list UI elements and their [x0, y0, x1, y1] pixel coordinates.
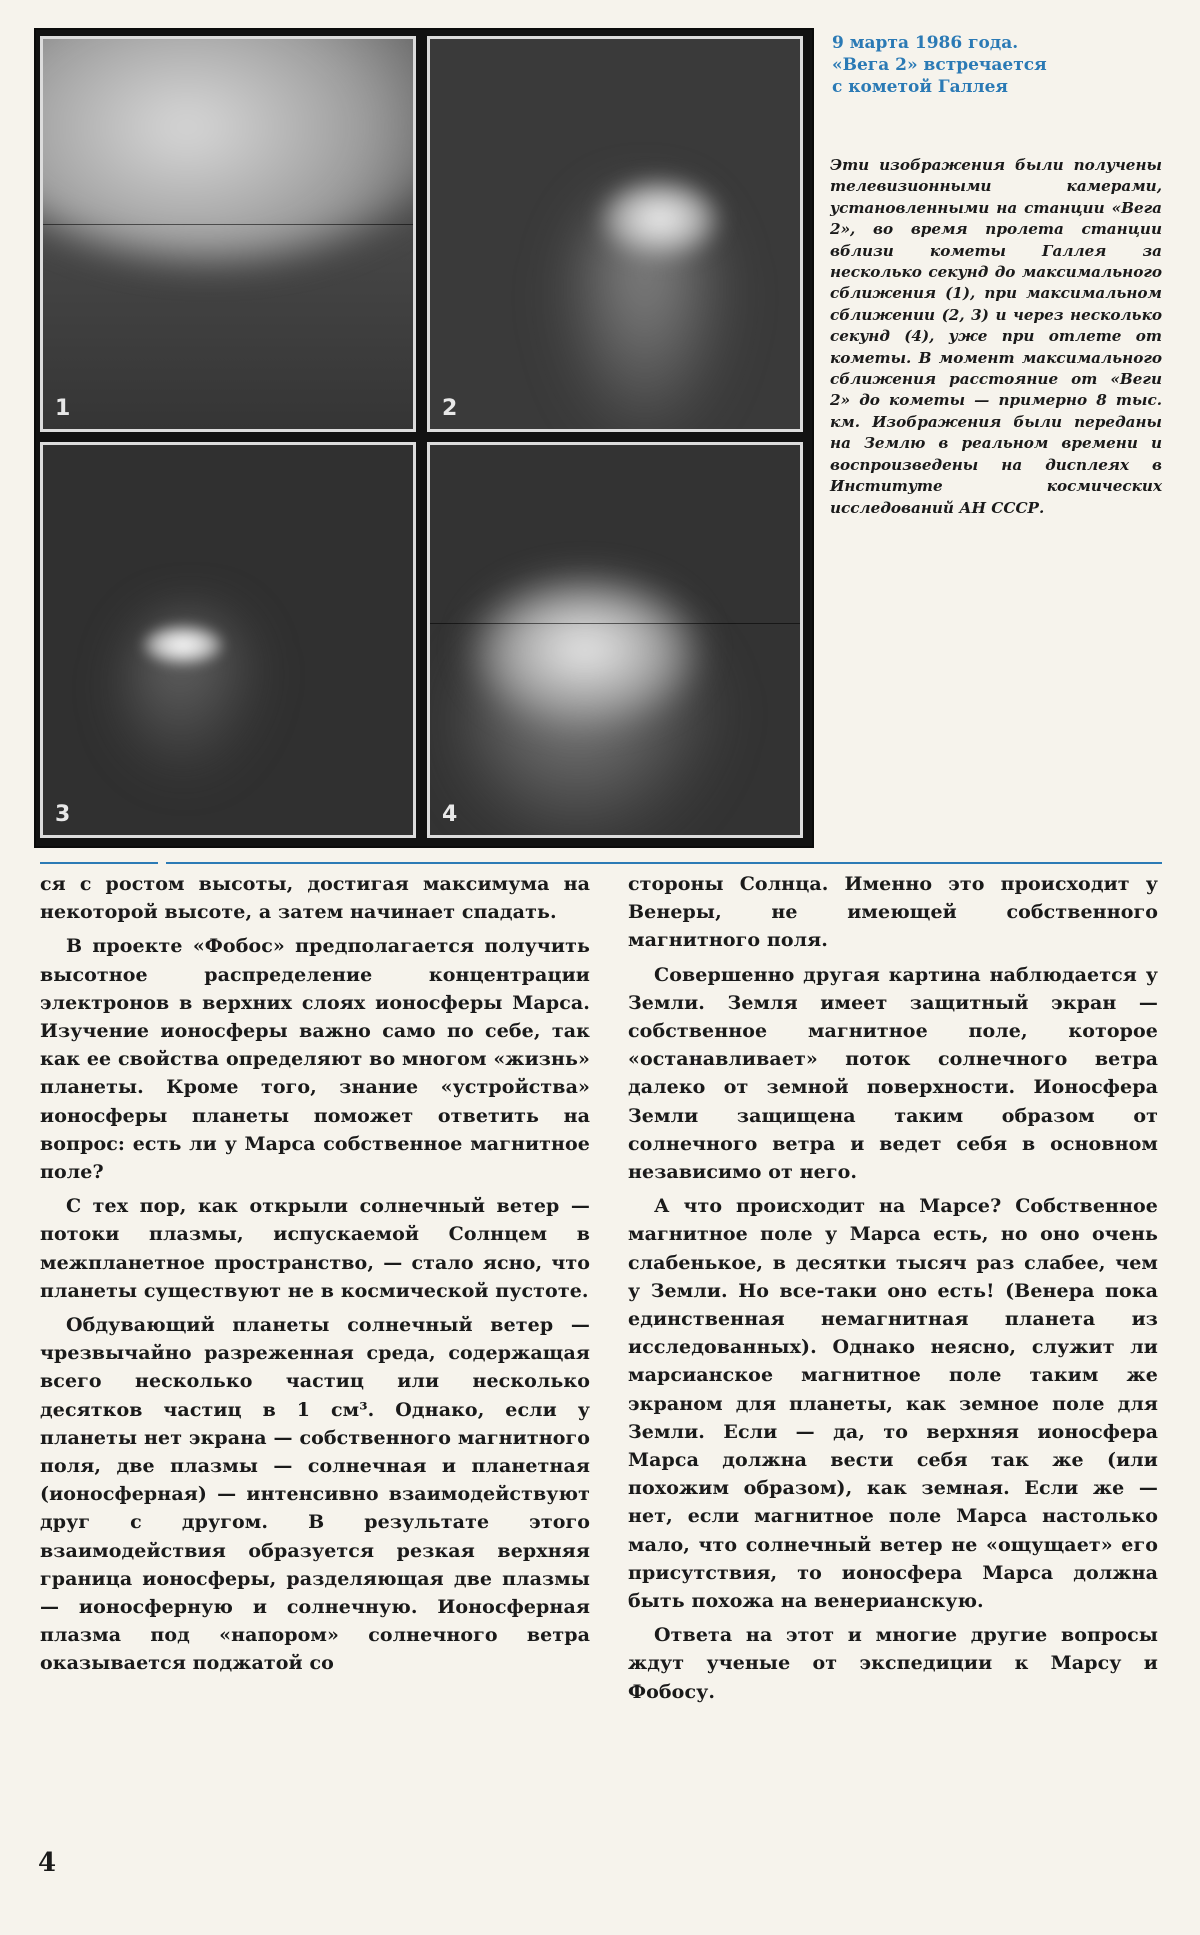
- paragraph: ся с ростом высоты, достигая максимума на некоторой высоте, а затем начинает спадать.: [40, 873, 590, 924]
- paragraph: В проекте «Фобос» предполагается получить высотное распределение концентрации электронов в верхних слоях ионосферы Марса. Изучение ионосферы важно само по себе, так как ее свойства определяют во многом «жизнь» планеты. Кроме того, знание «устройства» ионосферы планеты поможет ответить на вопрос: есть ли у Марса собственное магнитное поле?: [40, 935, 590, 1184]
- caption-title-line: «Вега 2» встречается: [832, 55, 1047, 75]
- section-rule-left: [40, 862, 158, 864]
- paragraph: Ответа на этот и многие другие вопросы ждут ученые от экспедиции к Марсу и Фобосу.: [628, 1624, 1158, 1703]
- comet-glow: [40, 36, 416, 259]
- caption-body: Эти изображения были получены телевизионными камерами, установленными на станции «Вега 2», во время пролета станции вблизи кометы Галлея за несколько секунд до максимального сближения (1), при максимальном сближении (2, 3) и через несколько секунд (4), уже при отлете от кометы. В момент максимального сближения расстояние от «Веги 2» до кометы — примерно 8 тыс. км. Изображения были переданы на Землю в реальном времени и воспроизведены на дисплеях в Институте космических исследований АН СССР.: [830, 156, 1162, 517]
- paragraph: Совершенно другая картина наблюдается у Земли. Земля имеет защитный экран — собственное магнитное поле, которое «останавливает» поток солнечного ветра далеко от земной поверхности. Ионосфера Земли защищена таким образом от солнечного ветра и ведет себя в основном независимо от него.: [628, 963, 1158, 1184]
- page-number: 4: [38, 1848, 57, 1878]
- photo-panel-1: [40, 36, 416, 432]
- panel-label-3: 3: [55, 802, 71, 827]
- photo-panel-3: [40, 442, 416, 838]
- paragraph: Обдувающий планеты солнечный ветер — чрезвычайно разреженная среда, содержащая всего несколько частиц или несколько десятков частиц в 1 см³. Однако, если у планеты нет экрана — собственного магнитного поля, две плазмы — солнечная и планетная (ионосферная) — интенсивно взаимодействуют друг с другом. В результате этого взаимодействия образуется резкая верхняя граница ионосферы, разделяющая две плазмы — ионосферную и солнечную. Ионосферная плазма под «напором» солнечного ветра оказывается поджатой со: [40, 1314, 590, 1675]
- comet-glow: [470, 575, 700, 725]
- caption-title-line: с кометой Галлея: [832, 77, 1008, 97]
- paragraph: С тех пор, как открыли солнечный ветер — потоки плазмы, испускаемой Солнцем в межпланетное пространство, — стало ясно, что планеты существуют не в космической пустоте.: [40, 1195, 590, 1302]
- photo-panel-4: [427, 442, 803, 838]
- caption-title-line: 9 марта 1986 года.: [832, 33, 1019, 53]
- caption-title: [832, 32, 1162, 98]
- panel-label-4: 4: [442, 802, 458, 827]
- photo-panel-2: [427, 36, 803, 432]
- comet-glow: [600, 179, 720, 259]
- scan-line: [43, 224, 413, 225]
- panel-label-2: 2: [442, 396, 458, 421]
- article-left-column: [40, 870, 590, 1684]
- panel-label-1: 1: [55, 396, 71, 421]
- comet-glow: [143, 625, 223, 665]
- comet-photo-figure: [34, 28, 814, 848]
- article-right-column: [628, 870, 1158, 1712]
- section-rule: [166, 862, 1162, 864]
- paragraph: А что происходит на Марсе? Собственное магнитное поле у Марса есть, но оно очень слабенькое, в десятки тысяч раз слабее, чем у Земли. Но все-таки оно есть! (Венера пока единственная немагнитная планета из исследованных). Однако неясно, служит ли марсианское магнитное поле таким же экраном для планеты, как земное поле для Земли. Если — да, то верхняя ионосфера Марса должна вести себя так же (или похожим образом), как земная. Если же — нет, если магнитное поле Марса настолько мало, что солнечный ветер не «ощущает» его присутствия, то ионосфера Марса должна быть похожа на венерианскую.: [628, 1195, 1158, 1613]
- paragraph: стороны Солнца. Именно это происходит у Венеры, не имеющей собственного магнитного поля.: [628, 873, 1158, 952]
- scan-line: [430, 623, 800, 624]
